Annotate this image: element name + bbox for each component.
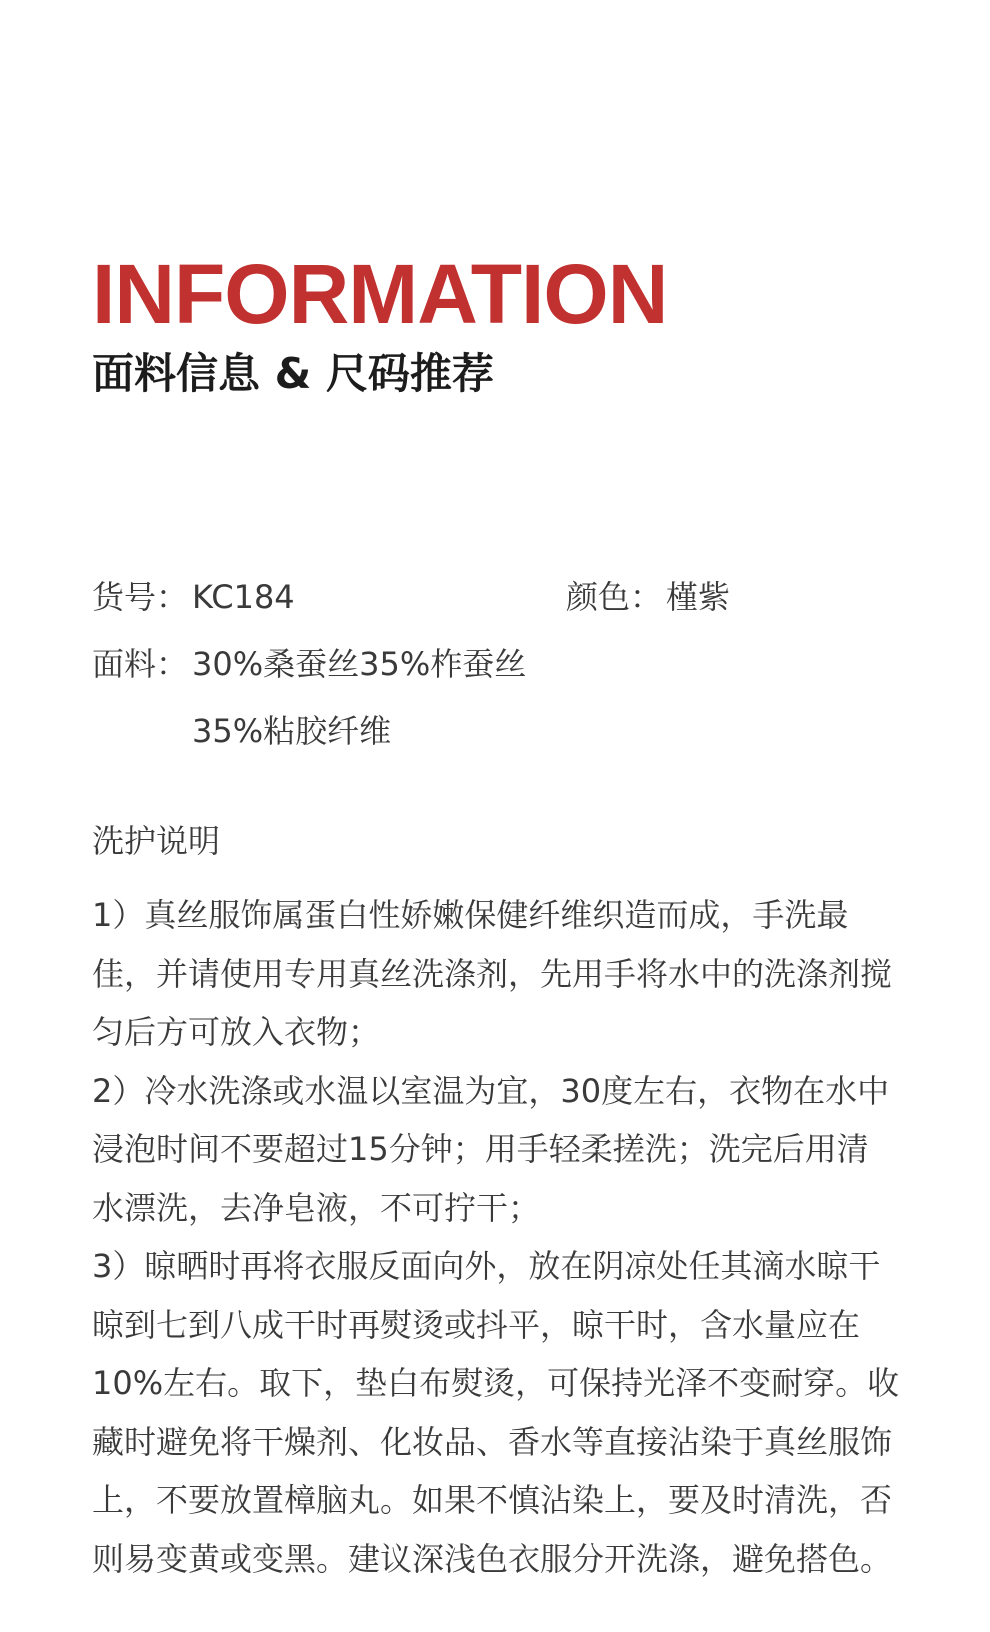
care-item: 1）真丝服饰属蛋白性娇嫩保健纤维织造而成，手洗最佳，并请使用专用真丝洗涤剂，先用手将水中的洗涤剂搅匀后方可放入衣物； xyxy=(92,896,893,1051)
fabric-row-continued xyxy=(192,712,391,750)
color-row xyxy=(566,578,730,616)
sku-row xyxy=(92,578,295,616)
care-instructions xyxy=(92,886,900,1588)
fabric-row xyxy=(92,645,526,683)
fabric-label: 面料： xyxy=(92,645,189,683)
page-subtitle: 面料信息 & 尺码推荐 xyxy=(92,349,494,398)
care-heading: 洗护说明 xyxy=(92,822,221,860)
sku-label: 货号： xyxy=(92,578,189,616)
fabric-value-line2: 35%粘胶纤维 xyxy=(192,712,392,750)
fabric-value-line1: 30%桑蚕丝35%柞蚕丝 xyxy=(192,645,527,683)
color-value: 槿紫 xyxy=(666,578,731,616)
care-item: 2）冷水洗涤或水温以室温为宜，30度左右，衣物在水中浸泡时间不要超过15分钟；用手轻柔搓洗；洗完后用清水漂洗，去净皂液，不可拧干； xyxy=(92,1071,890,1227)
care-item: 3）晾晒时再将衣服反面向外，放在阴凉处任其滴水晾干晾到七到八成干时再熨烫或抖平，晾干时，含水量应在10%左右。取下，垫白布熨烫，可保持光泽不变耐穿。收藏时避免将干燥剂、化妆品、香水等直接沾染于真丝服饰上，不要放置樟脑丸。如果不慎沾染上，要及时清洗，否则易变黄或变黑。建议深浅色衣服分开洗涤，避免搭色。 xyxy=(92,1247,900,1578)
color-label: 颜色： xyxy=(566,578,663,616)
sku-value: KC184 xyxy=(192,578,295,616)
page-title: INFORMATION xyxy=(92,247,668,341)
